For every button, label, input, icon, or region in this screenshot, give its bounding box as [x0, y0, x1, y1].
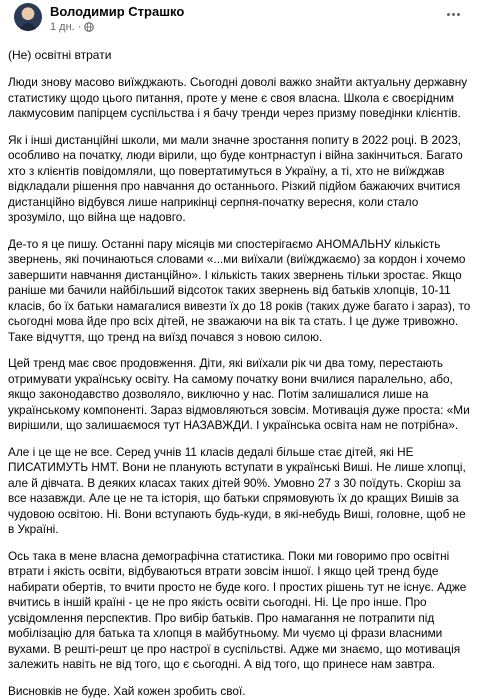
- post-time[interactable]: 1 дн.: [50, 21, 75, 33]
- more-dot-icon: [447, 13, 450, 16]
- paragraph: Цей тренд має своє продовження. Діти, які виїхали рік чи два тому, перестають отримувати українську освіту. На самому початку вони вчилися паралельно, або, якщо законодавство дозволяло, виключно у нас. Потім залишалися лише на українському компоненті. Зараз відмовляються зовсім. Мотивація дуже проста: «Ми вирішили, що залишаємося тут НАЗАВЖДИ. І українська освіта нам не потрібна».: [8, 356, 472, 434]
- post-header: [8, 0, 472, 40]
- paragraph: Як і інші дистанційні школи, ми мали значне зростання попиту в 2022 році. В 2023, особливо на початку, люди вірили, що буде контрнаступ і війна закінчиться. Багато хто з клієнтів повідомляли, що повертатимуться в Україну, а ті, хто не виїжджав відкладали рішення про навчання до останнього. Різкий підйом бажаючих вчитися дистанційно відбувся лише наприкінці серпня-початку вересня, коли стало зрозуміло, що війна ще надовго.: [8, 133, 472, 226]
- avatar[interactable]: [14, 3, 42, 31]
- post-body: [8, 75, 472, 699]
- author-name[interactable]: Володимир Страшко: [50, 4, 184, 19]
- paragraph: Але і це ще не все. Серед учнів 11 класів дедалі більше стає дітей, які НЕ ПИСАТИМУТЬ НМТ. Вони не планують вступати в українські Виші. Не лише хлопці, але й дівчата. В деяких класах таких дітей 90%. Умовно 27 з 30 поїдуть. Скоріш за все назавжди. Але це не та історія, що батьки спрямовують їх до кращих Вишів за чудовою освітою. Ні. Вони вступають будь-куди, в які-небудь Виші, головне, щоб не в Україні.: [8, 445, 472, 538]
- paragraph: Люди знову масово виїжджають. Сьогодні доволі важко знайти актуальну державну статистику щодо цього питання, проте у мене є своя власна. Школа є своєрідним лакмусовим папірцем суспільства і я бачу тренди через призму поведінки клієнтів.: [8, 75, 472, 122]
- paragraph: Ось така в мене власна демографічна статистика. Поки ми говоримо про освітні втрати і якість освіти, відбуваються втрати зовсім іншої. І якщо цей тренд буде набирати обертів, то вчити просто не буде кого. І простих рішень тут не існує. Адже вчитись в іншій країні - це не про якість освіти сьогодні. Ні. Це про інше. Про усвідомлення перспектив. Про вибір батьків. Про намагання не потрапити під мобілізацію для батька та хлопця в майбутньому. Ми чуємо ці фрази власними вухами. В решті-решт це про настрої в суспільстві. Адже ми знаємо, що мотивація залежить навіть не від того, що є сьогодні. А від того, що принесе нам завтра.: [8, 549, 472, 673]
- globe-icon: [84, 22, 94, 32]
- paragraph: Де-то я це пишу. Останні пару місяців ми спостерігаємо АНОМАЛЬНУ кількість звернень, які починаються словами «...ми виїхали (виїжджаємо) за кордон і хочемо завершити навчання дистанційно». І кількість таких звернень тільки зростає. Якщо раніше ми бачили найбільший відсоток таких звернень від батьків хлопців, 10-11 класів, бо їх батьки намагалися вивезти їх до 18 років (таких дуже багато і зараз), то сьогодні мова йде про всіх дітей, не зважаючи на вік та стать. І це дуже тривожно. Таке відчуття, що тренд на виїзд почався з новою силою.: [8, 237, 472, 346]
- more-options-button[interactable]: [442, 6, 464, 22]
- more-dot-icon: [452, 13, 455, 16]
- post-meta: 1 дн. ·: [50, 21, 94, 33]
- post-title: (Не) освітні втрати: [8, 48, 472, 63]
- paragraph: Висновків не буде. Хай кожен зробить свої.: [8, 684, 472, 699]
- more-dot-icon: [457, 13, 460, 16]
